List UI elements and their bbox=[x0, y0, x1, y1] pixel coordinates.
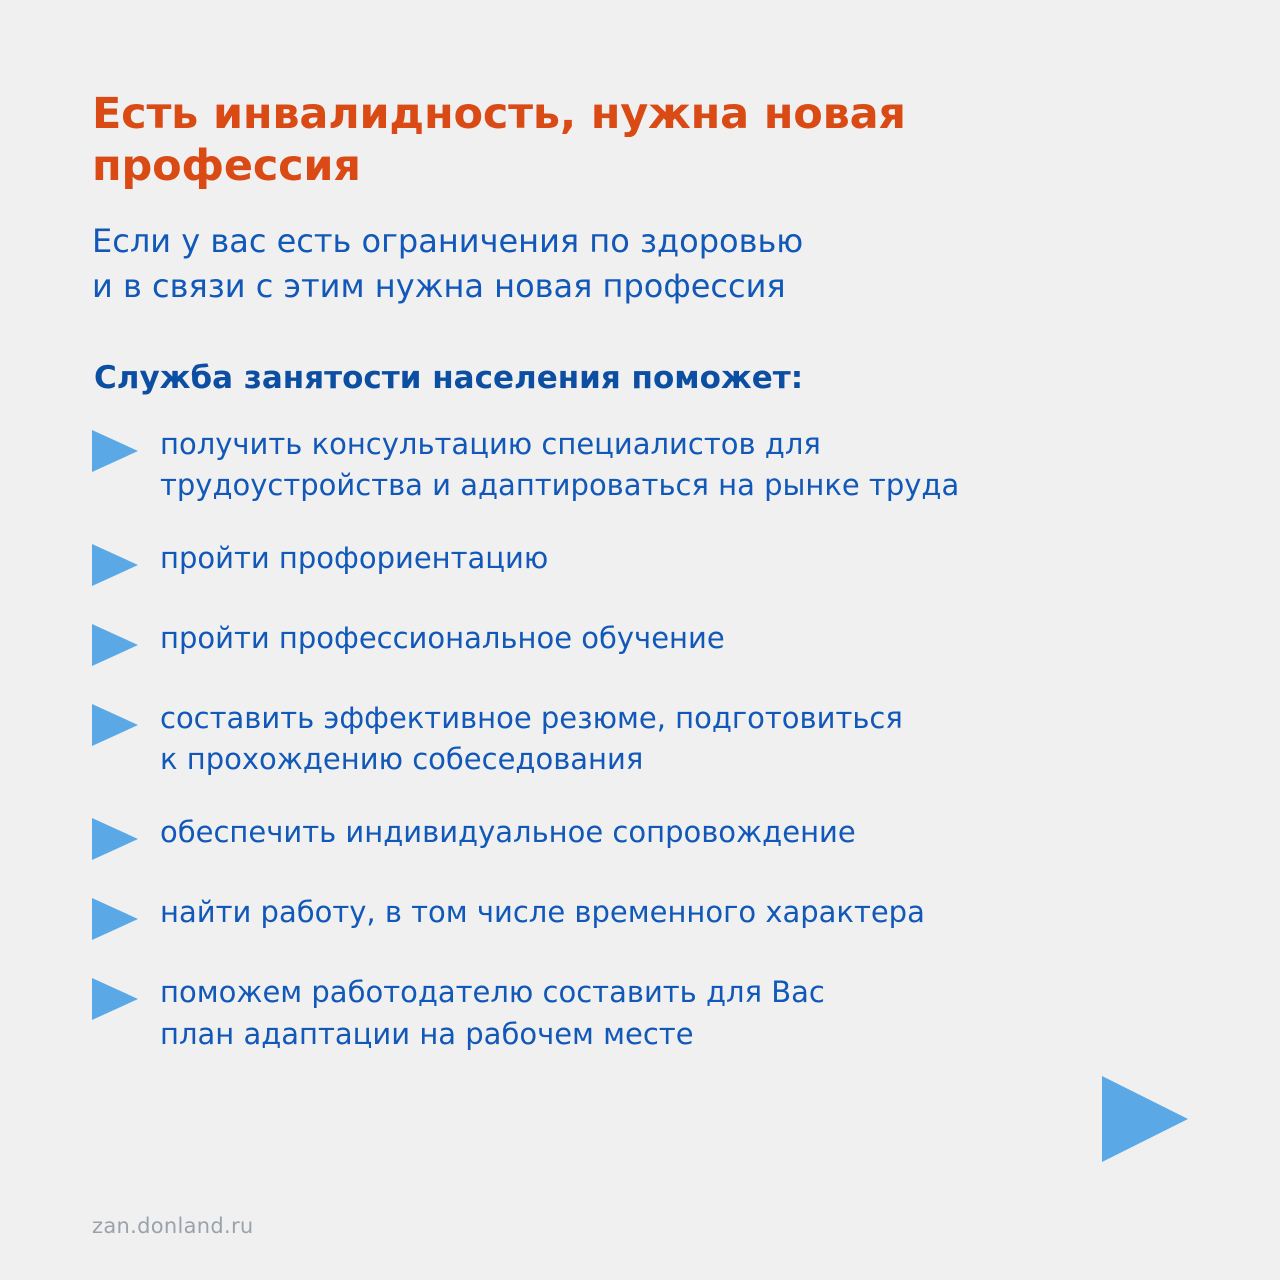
list-item-text bbox=[160, 698, 903, 780]
list-item bbox=[92, 698, 1200, 780]
play-triangle-icon bbox=[92, 818, 138, 860]
benefits-list bbox=[92, 424, 1200, 1055]
list-item-line: план адаптации на рабочем месте bbox=[160, 1016, 694, 1051]
list-item-line: пройти профориентацию bbox=[160, 541, 549, 576]
list-item-text bbox=[160, 812, 856, 853]
list-item-line: поможем работодателю составить для Вас bbox=[160, 975, 825, 1010]
list-item bbox=[92, 972, 1200, 1054]
list-item-line: получить консультацию специалистов для bbox=[160, 426, 821, 461]
subtitle-line-1: Если у вас есть ограничения по здоровью bbox=[92, 221, 804, 260]
list-item bbox=[92, 424, 1200, 506]
play-triangle-icon bbox=[92, 430, 138, 472]
list-item-text bbox=[160, 424, 959, 506]
list-item bbox=[92, 618, 1200, 666]
list-item-line: составить эффективное резюме, подготовиться bbox=[160, 701, 903, 736]
play-triangle-icon bbox=[92, 704, 138, 746]
list-item bbox=[92, 812, 1200, 860]
list-item-line: пройти профессиональное обучение bbox=[160, 621, 725, 656]
play-triangle-icon bbox=[92, 624, 138, 666]
list-item-line: найти работу, в том числе временного характера bbox=[160, 895, 925, 930]
play-triangle-icon bbox=[92, 978, 138, 1020]
list-item-line: к прохождению собеседования bbox=[160, 742, 644, 777]
subtitle-line-2: и в связи с этим нужна новая профессия bbox=[92, 267, 786, 306]
list-item-line: обеспечить индивидуальное сопровождение bbox=[160, 815, 856, 850]
play-triangle-icon bbox=[92, 898, 138, 940]
subtitle bbox=[92, 219, 1012, 310]
footer-url: zan.donland.ru bbox=[92, 1214, 254, 1238]
list-item-text bbox=[160, 972, 825, 1054]
list-item-text bbox=[160, 892, 925, 933]
list-item-text bbox=[160, 618, 725, 659]
section-heading: Служба занятости населения поможет: bbox=[94, 359, 804, 396]
list-item bbox=[92, 892, 1200, 940]
list-item-line: трудоустройства и адаптироваться на рынке труда bbox=[160, 467, 960, 502]
list-item-text bbox=[160, 538, 548, 579]
play-triangle-icon bbox=[92, 544, 138, 586]
list-item bbox=[92, 538, 1200, 586]
page-title: Есть инвалидность, нужна новая профессия bbox=[92, 89, 906, 192]
large-play-triangle-icon bbox=[1102, 1076, 1188, 1162]
